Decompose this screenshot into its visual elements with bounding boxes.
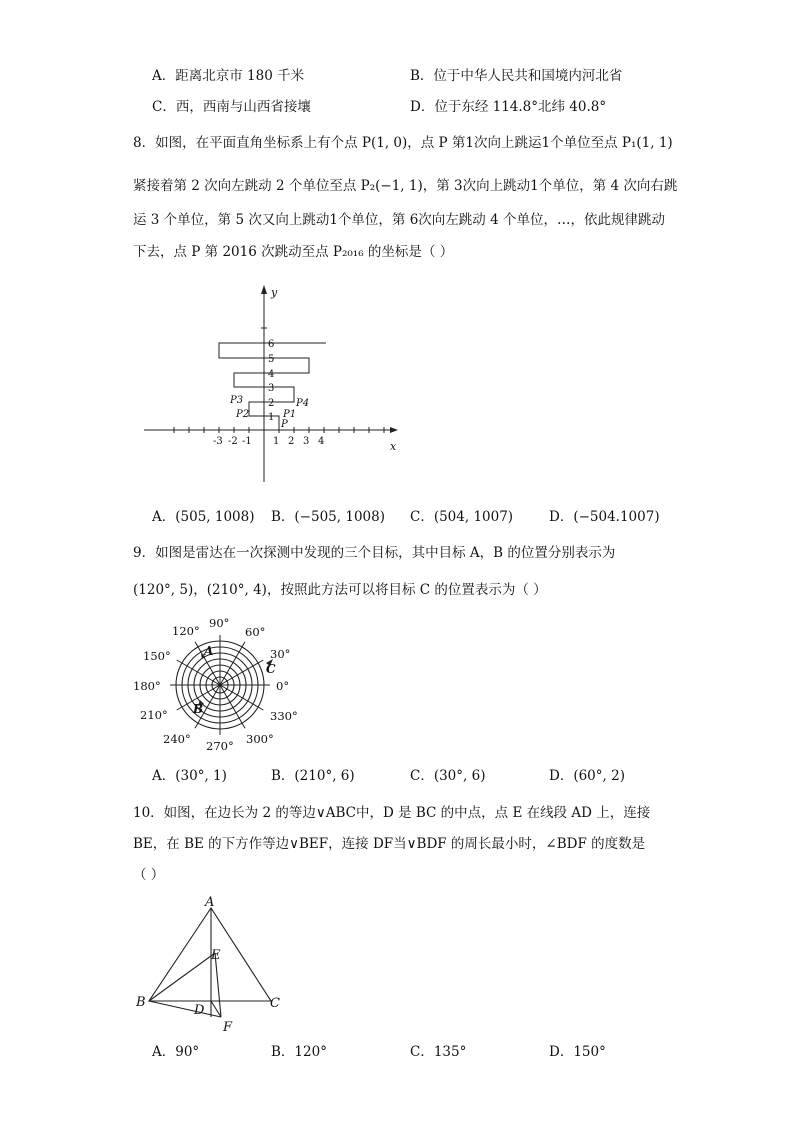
q7-option-b: B．位于中华人民共和国境内河北省 [410,68,623,84]
angle-label-210: 210° [140,708,168,722]
q10-text-line-1: 10．如图，在边长为 2 的等边∨ABC中，D 是 BC 的中点，点 E 在线段 AD 上，连接 [133,805,651,821]
y-axis-label: y [271,286,278,299]
q9-option-b: B．(210°, 6) [271,768,355,784]
point-label-a: A [204,644,214,658]
angle-label-30: 30° [270,647,291,661]
q10-option-d: D．150° [549,1044,606,1060]
x-tick-label: 2 [288,436,295,447]
q10-triangle-figure [130,890,300,1040]
x-tick-label: -1 [242,436,252,447]
angle-label-240: 240° [163,732,191,746]
x-tick-label: -2 [228,436,238,447]
q10-option-a: A．90° [152,1044,200,1060]
q8-coordinate-figure [140,282,410,487]
angle-label-150: 150° [143,649,171,663]
angle-label-180: 180° [133,679,161,693]
q7-option-c: C．西，西南与山西省接壤 [152,99,311,115]
point-label-d: D [194,1003,205,1018]
angle-label-90: 90° [209,616,230,630]
q8-option-a: A．(505, 1008) [152,509,255,525]
y-tick-label: 2 [268,398,275,409]
q9-text-line-1: 9．如图是雷达在一次探测中发现的三个目标，其中目标 A，B 的位置分别表示为 [133,545,616,561]
point-label-e: E [211,948,221,963]
x-tick-label: 3 [303,436,310,447]
point-label-b: B [136,995,146,1010]
q10-text-line-2: BE，在 BE 的下方作等边∨BEF，连接 DF当∨BDF 的周长最小时，∠BDF 的度数是 [133,836,646,852]
q8-option-b: B．(−505, 1008) [271,509,385,525]
point-label-f: F [223,1020,233,1035]
q8-text-line-2: 紧接着第 2 次向左跳动 2 个单位至点 P₂(−1, 1)，第 3次向上跳动1个单位，第 4 次向右跳 [133,178,678,194]
point-label-p: P [281,419,288,430]
radar-spokes [170,635,270,735]
q9-option-a: A．(30°, 1) [152,768,227,784]
point-label-p3: P3 [230,395,244,406]
y-tick-label: 5 [268,354,275,365]
angle-label-120: 120° [172,624,200,638]
q9-radar-figure [130,612,310,756]
x-axis-label: x [390,440,397,453]
q7-option-a: A．距离北京市 180 千米 [152,68,305,84]
point-label-p1: P1 [283,409,297,420]
x-tick-label: 4 [318,436,325,447]
x-axis-arrow [390,427,398,433]
y-tick-label: 4 [268,369,275,380]
x-tick-label: -3 [213,436,223,447]
point-label-c: C [266,662,276,676]
point-label-c: C [270,996,280,1011]
point-label-p4: P4 [296,398,310,409]
q8-text-line-3: 运 3 个单位，第 5 次又向上跳动1个单位，第 6次向左跳动 4 个单位，…，依此规律跳动 [133,212,665,228]
triangle-lines [149,908,271,1017]
y-tick-label: 3 [268,383,275,394]
y-tick-label: 1 [268,412,275,423]
q9-option-c: C．(30°, 6) [410,768,486,784]
angle-label-0: 0° [276,679,290,693]
q8-text-line-1: 8．如图，在平面直角坐标系上有个点 P(1, 0)，点 P 第1次向上跳运1个单位至点 P₁(1, 1) [133,135,673,151]
q7-option-d: D．位于东经 114.8°北纬 40.8° [410,99,607,115]
y-axis-arrow [261,285,267,294]
point-label-a: A [205,895,215,910]
q8-text-line-4: 下去，点 P 第 2016 次跳动至点 P₂₀₁₆ 的坐标是（ ） [133,244,454,260]
q8-option-d: D．(−504.1007) [549,509,660,525]
angle-label-330: 330° [270,709,298,723]
q10-option-c: C．135° [410,1044,467,1060]
point-label-b: B [193,702,204,716]
q9-text-line-2: (120°, 5)，(210°, 4)，按照此方法可以将目标 C 的位置表示为（ ） [133,582,547,598]
point-label-p2: P2 [236,409,250,420]
y-tick-label: 6 [268,339,275,350]
angle-label-300: 300° [246,732,274,746]
q9-option-d: D．(60°, 2) [549,768,625,784]
q10-option-b: B．120° [271,1044,327,1060]
q10-text-line-3: （ ） [133,867,165,883]
angle-label-270: 270° [206,739,234,753]
x-tick-label: 1 [273,436,280,447]
angle-label-60: 60° [245,625,266,639]
q8-option-c: C．(504, 1007) [410,509,514,525]
